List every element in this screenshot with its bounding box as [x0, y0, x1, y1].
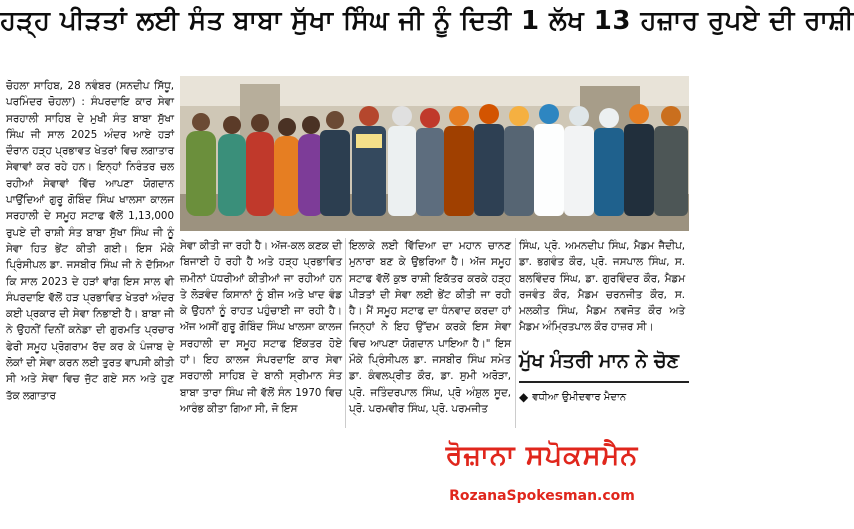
group-photo-image [180, 76, 689, 231]
article-column-1: ਚੋਹਲਾ ਸਾਹਿਬ, 28 ਨਵੰਬਰ (ਸਨਦੀਪ ਸਿੱਧੂ, ਪਰਮਿੰਦਰ ਚੋਹਲਾ) : ਸੰਪਰਦਾਇ ਕਾਰ ਸੇਵਾ ਸਰਹਾਲੀ ਸਾਹਿਬ ਦੇ ਮੁਖੀ ਸੰਤ ਬਾਬਾ ਸੁੱਖਾ ਸਿੰਘ ਜੀ ਸਾਲ 2025 ਅੰਦਰ ਆਏ ਹੜਾਂ ਦੌਰਾਨ ਹੜ੍ਹ ਪ੍ਰਭਾਵਤ ਖੇਤਰਾਂ ਵਿਚ ਲਗਾਤਾਰ ਸੇਵਾਵਾਂ ਕਰ ਰਹੇ ਹਨ। ਇਨ੍ਹਾਂ ਨਿਰੰਤਰ ਚਲ ਰਹੀਆਂ ਸੇਵਾਵਾਂ ਵਿੱਚ ਆਪਣਾ ਯੋਗਦਾਨ ਪਾਉਂਦਿਆਂ ਗੁਰੂ ਗੋਬਿੰਦ ਸਿੰਘ ਖਾਲਸਾ ਕਾਲਜ ਸਰਹਾਲੀ ਦੇ ਸਮੂਹ ਸਟਾਫ ਵੱਲੋਂ 1,13,000 ਰੁਪਏ ਦੀ ਰਾਸ਼ੀ ਸੰਤ ਬਾਬਾ ਸੁੱਖਾ ਸਿੰਘ ਜੀ ਨੂੰ ਸੇਵਾ ਹਿਤ ਭੇਂਟ ਕੀਤੀ ਗਈ। ਇਸ ਮੌਕੇ ਪ੍ਰਿੰਸੀਪਲ ਡਾ. ਜਸਬੀਰ ਸਿੰਘ ਜੀ ਨੇ ਦੱਸਿਆ ਕਿ ਸਾਲ 2023 ਦੇ ਹੜਾਂ ਵਾਂਗ ਇਸ ਸਾਲ ਵੀ ਸੰਪਰਦਾਇ ਵੱਲੋਂ ਹੜ ਪ੍ਰਭਾਵਿਤ ਖੇਤਰਾਂ ਅੰਦਰ ਕਈ ਪ੍ਰਕਾਰ ਦੀ ਸੇਵਾ ਨਿਭਾਈ ਹੈ। ਬਾਬਾ ਜੀ ਨੇ ਉਹਨੀਂ ਦਿਨੀਂ ਕਨੇਡਾ ਦੀ ਗੁਰਮਤਿ ਪ੍ਰਚਾਰ ਫੇਰੀ ਸਮੂਹ ਪ੍ਰੋਗਰਾਮ ਰੱਦ ਕਰ ਕੇ ਪੰਜਾਬ ਦੇ ਲੋਕਾਂ ਦੀ ਸੇਵਾ ਕਰਨ ਲਈ ਤੁਰਤ ਵਾਪਸੀ ਕੀਤੀ ਸੀ ਅਤੇ ਸੇਵਾ ਵਿਚ ਜੁੱਟ ਗਏ ਸਨ ਅਤੇ ਹੁਣ ਤੱਕ ਲਗਾਤਾਰ [6, 80, 174, 402]
next-story-byline-text: ਵਧੀਆ ਉਮੀਦਵਾਰ ਮੈਦਾਨ [532, 391, 627, 403]
article-column-2: ਸੇਵਾ ਕੀਤੀ ਜਾ ਰਹੀ ਹੈ। ਅੱਜ-ਕਲ ਕਣਕ ਦੀ ਬਿਜਾਈ ਹੋ ਰਹੀ ਹੈ ਅਤੇ ਹੜ੍ਹ ਪ੍ਰਭਾਵਿਤ ਜ਼ਮੀਨਾਂ ਪੱਧਰੀਆਂ ਕੀਤੀਆਂ ਜਾ ਰਹੀਆਂ ਹਨ ਤੇ ਲੋੜਵੰਦ ਕਿਸਾਨਾਂ ਨੂੰ ਬੀਜ ਅਤੇ ਖਾਦ ਵੰਡ ਕੇ ਉਹਨਾਂ ਨੂੰ ਰਾਹਤ ਪਹੁੰਚਾਈ ਜਾ ਰਹੀ ਹੈ। ਅੱਜ ਅਸੀਂ ਗੁਰੂ ਗੋਬਿੰਦ ਸਿੰਘ ਖਾਲਸਾ ਕਾਲਜ ਸਰਹਾਲੀ ਦਾ ਸਮੂਹ ਸਟਾਫ ਇੱਕਤਰ ਹੋਏ ਹਾਂ। ਇਹ ਕਾਲਜ ਸੰਪਰਦਾਇ ਕਾਰ ਸੇਵਾ ਸਰਹਾਲੀ ਸਾਹਿਬ ਦੇ ਬਾਨੀ ਸ੍ਰੀਮਾਨ ਸੰਤ ਬਾਬਾ ਤਾਰਾ ਸਿੰਘ ਜੀ ਵੱਲੋਂ ਸੰਨ 1970 ਵਿਚ ਆਰੰਭ ਕੀਤਾ ਗਿਆ ਸੀ, ਜੋ ਇਸ [180, 240, 342, 415]
article-column-3: ਇਲਾਕੇ ਲਈ ਵਿੱਦਿਆ ਦਾ ਮਹਾਨ ਚਾਨਣ ਮੁਨਾਰਾ ਬਣ ਕੇ ਉਭਰਿਆ ਹੈ। ਅੱਜ ਸਮੂਹ ਸਟਾਫ ਵੱਲੋਂ ਕੁਝ ਰਾਸ਼ੀ ਇਕੱਤਰ ਕਰਕੇ ਹੜ੍ਹ ਪੀੜਤਾਂ ਦੀ ਸੇਵਾ ਲਈ ਭੇਂਟ ਕੀਤੀ ਜਾ ਰਹੀ ਹੈ। ਮੈਂ ਸਮੂਹ ਸਟਾਫ ਦਾ ਧੰਨਵਾਦ ਕਰਦਾ ਹਾਂ ਜਿਨ੍ਹਾਂ ਨੇ ਇਹ ਉੱਦਮ ਕਰਕੇ ਇਸ ਸੇਵਾ ਵਿਚ ਆਪਣਾ ਯੋਗਦਾਨ ਪਾਇਆ ਹੈ।" ਇਸ ਮੌਕੇ ਪ੍ਰਿੰਸੀਪਲ ਡਾ. ਜਸਬੀਰ ਸਿੰਘ ਸਮੇਤ ਡਾ. ਕੰਵਲਪ੍ਰੀਤ ਕੌਰ, ਡਾ. ਸੁਮੀ ਅਰੋੜਾ, ਪ੍ਰੋ. ਜਤਿੰਦਰਪਾਲ ਸਿੰਘ, ਪ੍ਰੋ ਅੰਸ਼ੁਲ ਸੂਦ, ਪ੍ਰੋ. ਪਰਮਵੀਰ ਸਿੰਘ, ਪ੍ਰੋ. ਪਰਮਜੀਤ [349, 240, 511, 415]
column-divider [515, 238, 516, 428]
next-story-rule [519, 381, 689, 383]
next-story-headline: ਮੁੱਖ ਮੰਤਰੀ ਮਾਨ ਨੇ ਚੋਣ [519, 350, 680, 372]
brand-url: RozanaSpokesman.com [449, 488, 635, 504]
column-divider [345, 238, 346, 428]
article-headline: ਹੜ੍ਹ ਪੀੜਤਾਂ ਲਈ ਸੰਤ ਬਾਬਾ ਸੁੱਖਾ ਸਿੰਘ ਜੀ ਨੂੰ ਦਿਤੀ 1 ਲੱਖ 13 ਹਜ਼ਾਰ ਰੁਪਏ ਦੀ ਰਾਸ਼ੀ [0, 6, 854, 36]
article-column-4: ਸਿੰਘ, ਪ੍ਰੋ. ਅਮਨਦੀਪ ਸਿੰਘ, ਮੈਡਮ ਜੈਦੀਪ, ਡਾ. ਭਗਵੰਤ ਕੌਰ, ਪ੍ਰੋ. ਜਸਪਾਲ ਸਿੰਘ, ਸ. ਬਲਵਿੰਦਰ ਸਿੰਘ, ਡਾ. ਗੁਰਵਿੰਦਰ ਕੌਰ, ਮੈਡਮ ਰਜਵੰਤ ਕੌਰ, ਮੈਡਮ ਚਰਨਜੀਤ ਕੌਰ, ਸ. ਮਲਕੀਤ ਸਿੰਘ, ਮੈਡਮ ਨਵਜੋਤ ਕੌਰ ਅਤੇ ਮੈਡਮ ਅੰਮ੍ਰਿਤਪਾਲ ਕੌਰ ਹਾਜ਼ਰ ਸੀ। [519, 240, 685, 334]
diamond-bullet-icon: ◆ [519, 390, 529, 404]
news-photo [180, 76, 689, 231]
masthead-logo [395, 440, 689, 529]
next-story-byline [519, 386, 689, 408]
brand-name: ਰੋਜ਼ਾਨਾ ਸਪੋਕਸਮੈਨ [445, 440, 639, 471]
